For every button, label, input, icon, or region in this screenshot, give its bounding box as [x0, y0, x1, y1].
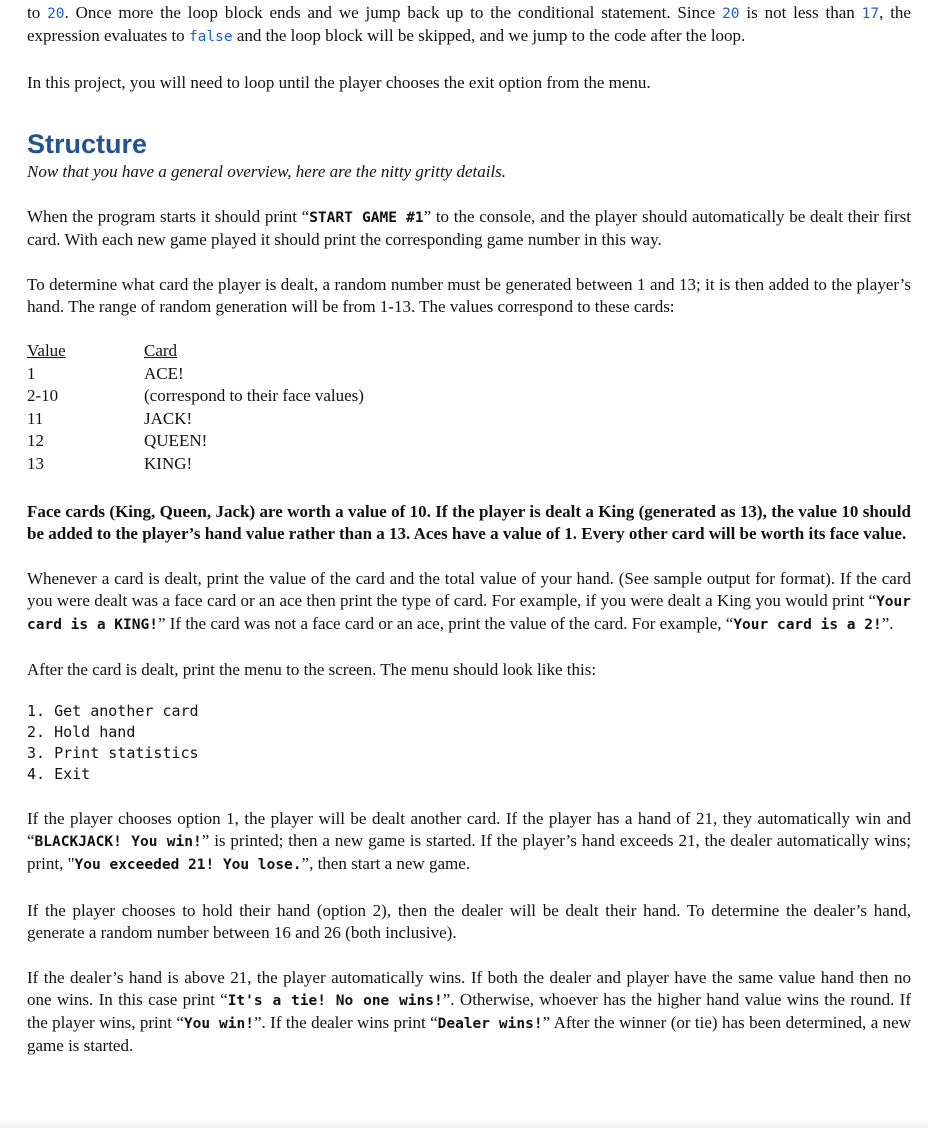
paragraph-text: ”. Otherwise, whoever has the higher hand value wins the round. If the player wins, print “: [27, 989, 911, 1032]
table-cell-value: 12: [27, 431, 44, 451]
intro-text: . Once more the loop block ends and we jump back up to the conditional statement. Since: [64, 3, 723, 22]
intro-text: and the loop block will be skipped, and we jump to the code after the loop.: [232, 26, 746, 45]
table-row: [27, 408, 364, 431]
code-tie: It's a tie! No one wins!: [227, 992, 443, 1009]
document-page: [27, 2, 911, 1057]
table-cell-value: 1: [27, 363, 36, 383]
paragraph-text: ” is printed; then a new game is started. If the player’s hand exceeds 21, the dealer automatically wins; print, ": [27, 830, 911, 873]
code-blackjack: BLACKJACK! You win!: [34, 833, 202, 850]
table-row: [27, 430, 364, 453]
code-two-example: Your card is a 2!: [733, 616, 882, 633]
table-cell-value: 2-10: [27, 386, 59, 406]
menu-item: 2. Hold hand: [27, 722, 136, 741]
option1-paragraph: [27, 808, 911, 876]
paragraph-text: ”. If the dealer wins print “: [253, 1012, 438, 1032]
code-exceeded: You exceeded 21! You lose.: [74, 856, 302, 873]
paragraph-text: ” After the winner (or tie) has been determined, a new game is started.: [27, 1012, 912, 1055]
code-value-20: 20: [47, 6, 65, 22]
card-dealt-paragraph: [27, 568, 911, 636]
intro-text: , the expression evaluates to: [27, 3, 911, 45]
table-cell-card: KING!: [144, 453, 193, 473]
paragraph-text: ” If the card was not a face card or an ace, print the value of the card. For example, “: [157, 613, 734, 633]
menu-code-block: [27, 701, 911, 785]
option2-paragraph: If the player chooses to hold their hand (option 2), then the dealer will be dealt their hand. To determine the dealer’s hand, generate a random number between 16 and 26 (both inclusive).: [27, 900, 911, 942]
paragraph-text: When the program starts it should print “: [27, 207, 310, 226]
card-value-table: [27, 340, 364, 476]
code-value-20: 20: [722, 6, 740, 22]
table-header-card: Card: [144, 341, 178, 360]
paragraph-text: If the dealer’s hand is above 21, the player automatically wins. If both the dealer and player have the same value hand then no one wins. In this case print “: [27, 967, 911, 1009]
table-cell-card: (correspond to their face values): [144, 386, 364, 406]
intro-text: to: [27, 3, 48, 22]
table-cell-value: 11: [27, 408, 44, 428]
table-row: [27, 453, 364, 476]
structure-subtitle: Now that you have a general overview, here are the nitty gritty details.: [27, 162, 507, 181]
table-row: [27, 363, 364, 386]
paragraph-text: If the player chooses option 1, the player will be dealt another card. If the player has a hand of 21, they automatically win and “: [27, 808, 911, 850]
code-start-game: START GAME #1: [309, 210, 424, 226]
intro-text: is not less than: [739, 3, 862, 22]
structure-heading: Structure: [27, 129, 148, 159]
start-game-paragraph: [27, 206, 911, 251]
code-you-win: You win!: [183, 1015, 254, 1032]
bottom-edge-shade: [0, 1120, 928, 1128]
paragraph-text: Whenever a card is dealt, print the value of the card and the total value of your hand. (See sample output for format). If the card you were dealt was a face card or an ace then print the type of card. For example, if you were dealt a King you would print “: [27, 568, 911, 610]
table-cell-card: ACE!: [144, 363, 184, 383]
intro-paragraph: [27, 2, 911, 48]
menu-intro-paragraph: After the card is dealt, print the menu to the screen. The menu should look like this:: [27, 659, 597, 679]
menu-item: 1. Get another card: [27, 701, 199, 720]
menu-item: 3. Print statistics: [27, 743, 199, 762]
table-cell-value: 13: [27, 453, 44, 473]
table-row: [27, 385, 364, 408]
paragraph-text: ”, then start a new game.: [301, 853, 471, 873]
menu-item: 4. Exit: [27, 764, 91, 783]
paragraph-text: ”.: [881, 613, 894, 633]
code-king-example: Your card is a KING!: [27, 593, 911, 633]
dealer-paragraph: [27, 967, 911, 1057]
loop-note-paragraph: In this project, you will need to loop until the player chooses the exit option from the menu.: [27, 73, 651, 92]
code-value-false: false: [188, 29, 233, 45]
table-header-value: Value: [27, 341, 66, 360]
face-card-paragraph: Face cards (King, Queen, Jack) are worth a value of 10. If the player is dealt a King (generated as 13), the value 10 should be added to the player’s hand value rather than a 13. Aces have a value of 1. Every other card will be worth its face value.: [27, 501, 911, 543]
code-value-17: 17: [861, 6, 880, 22]
table-cell-card: QUEEN!: [144, 431, 208, 451]
table-header-row: [27, 340, 364, 363]
paragraph-text: ” to the console, and the player should automatically be dealt their first card. With each new game played it should print the corresponding game number in this way.: [27, 207, 911, 249]
random-card-paragraph: To determine what card the player is dealt, a random number must be generated between 1 and 13; it is then added to the player’s hand. The range of random generation will be from 1-13. The values correspond to these cards:: [27, 275, 911, 316]
code-dealer-wins: Dealer wins!: [437, 1015, 543, 1032]
table-cell-card: JACK!: [144, 408, 193, 428]
